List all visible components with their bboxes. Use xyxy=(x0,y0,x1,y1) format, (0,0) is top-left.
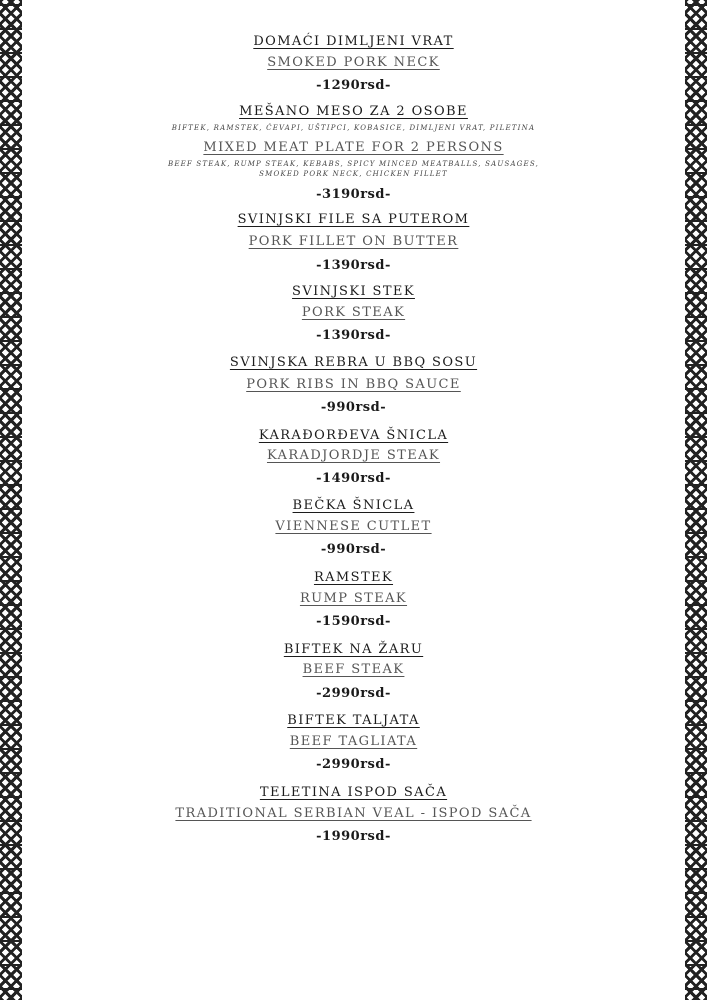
item-name-en: BEEF TAGLIATA xyxy=(289,734,418,749)
item-description-sr: BIFTEK, RAMSTEK, ĆEVAPI, UŠTIPCI, KOBASICE, DIMLJENI VRAT, PILETINA xyxy=(171,124,536,132)
item-name-sr: SVINJSKI FILE SA PUTEROM xyxy=(237,212,470,227)
item-price: -1990rsd- xyxy=(316,829,391,844)
item-price: -1590rsd- xyxy=(316,614,391,629)
item-name-sr: BIFTEK TALJATA xyxy=(287,713,420,728)
item-name-en: MIXED MEAT PLATE FOR 2 PERSONS xyxy=(203,140,504,155)
item-name-sr: BIFTEK NA ŽARU xyxy=(283,642,424,657)
item-description-en: SMOKED PORK NECK, CHICKEN FILLET xyxy=(259,170,448,178)
item-name-en: PORK STEAK xyxy=(301,305,406,320)
item-price: -1490rsd- xyxy=(316,471,391,486)
item-price: -2990rsd- xyxy=(316,757,391,772)
item-price: -3190rsd- xyxy=(316,187,391,202)
item-name-en: KARADJORDJE STEAK xyxy=(266,448,441,463)
item-price: -1390rsd- xyxy=(316,328,391,343)
item-name-en: PORK FILLET ON BUTTER xyxy=(248,234,459,249)
item-name-en: BEEF STEAK xyxy=(302,662,405,677)
item-name-sr: KARAĐORĐEVA ŠNICLA xyxy=(258,428,449,443)
item-name-sr: SVINJSKA REBRA U BBQ SOSU xyxy=(229,355,478,370)
item-price: -2990rsd- xyxy=(316,686,391,701)
item-name-sr: BEČKA ŠNICLA xyxy=(292,498,415,513)
item-price: -1390rsd- xyxy=(316,258,391,273)
item-name-en: VIENNESE CUTLET xyxy=(275,519,432,534)
item-name-en: TRADITIONAL SERBIAN VEAL - ISPOD SAČA xyxy=(175,806,532,821)
item-name-en: SMOKED PORK NECK xyxy=(267,55,440,70)
item-price: -990rsd- xyxy=(320,400,387,415)
item-name-sr: MEŠANO MESO ZA 2 OSOBE xyxy=(239,104,468,119)
item-price: -1290rsd- xyxy=(316,78,391,93)
item-name-en: PORK RIBS IN BBQ SAUCE xyxy=(246,377,461,392)
item-name-sr: RAMSTEK xyxy=(313,570,394,585)
item-name-sr: TELETINA ISPOD SAČA xyxy=(259,785,448,800)
item-description-en: BEEF STEAK, RUMP STEAK, KEBABS, SPICY MINCED MEATBALLS, SAUSAGES, xyxy=(167,160,540,168)
item-name-sr: SVINJSKI STEK xyxy=(292,284,415,299)
item-name-en: RUMP STEAK xyxy=(299,591,408,606)
item-price: -990rsd- xyxy=(320,542,387,557)
item-name-sr: DOMAĆI DIMLJENI VRAT xyxy=(253,34,454,49)
